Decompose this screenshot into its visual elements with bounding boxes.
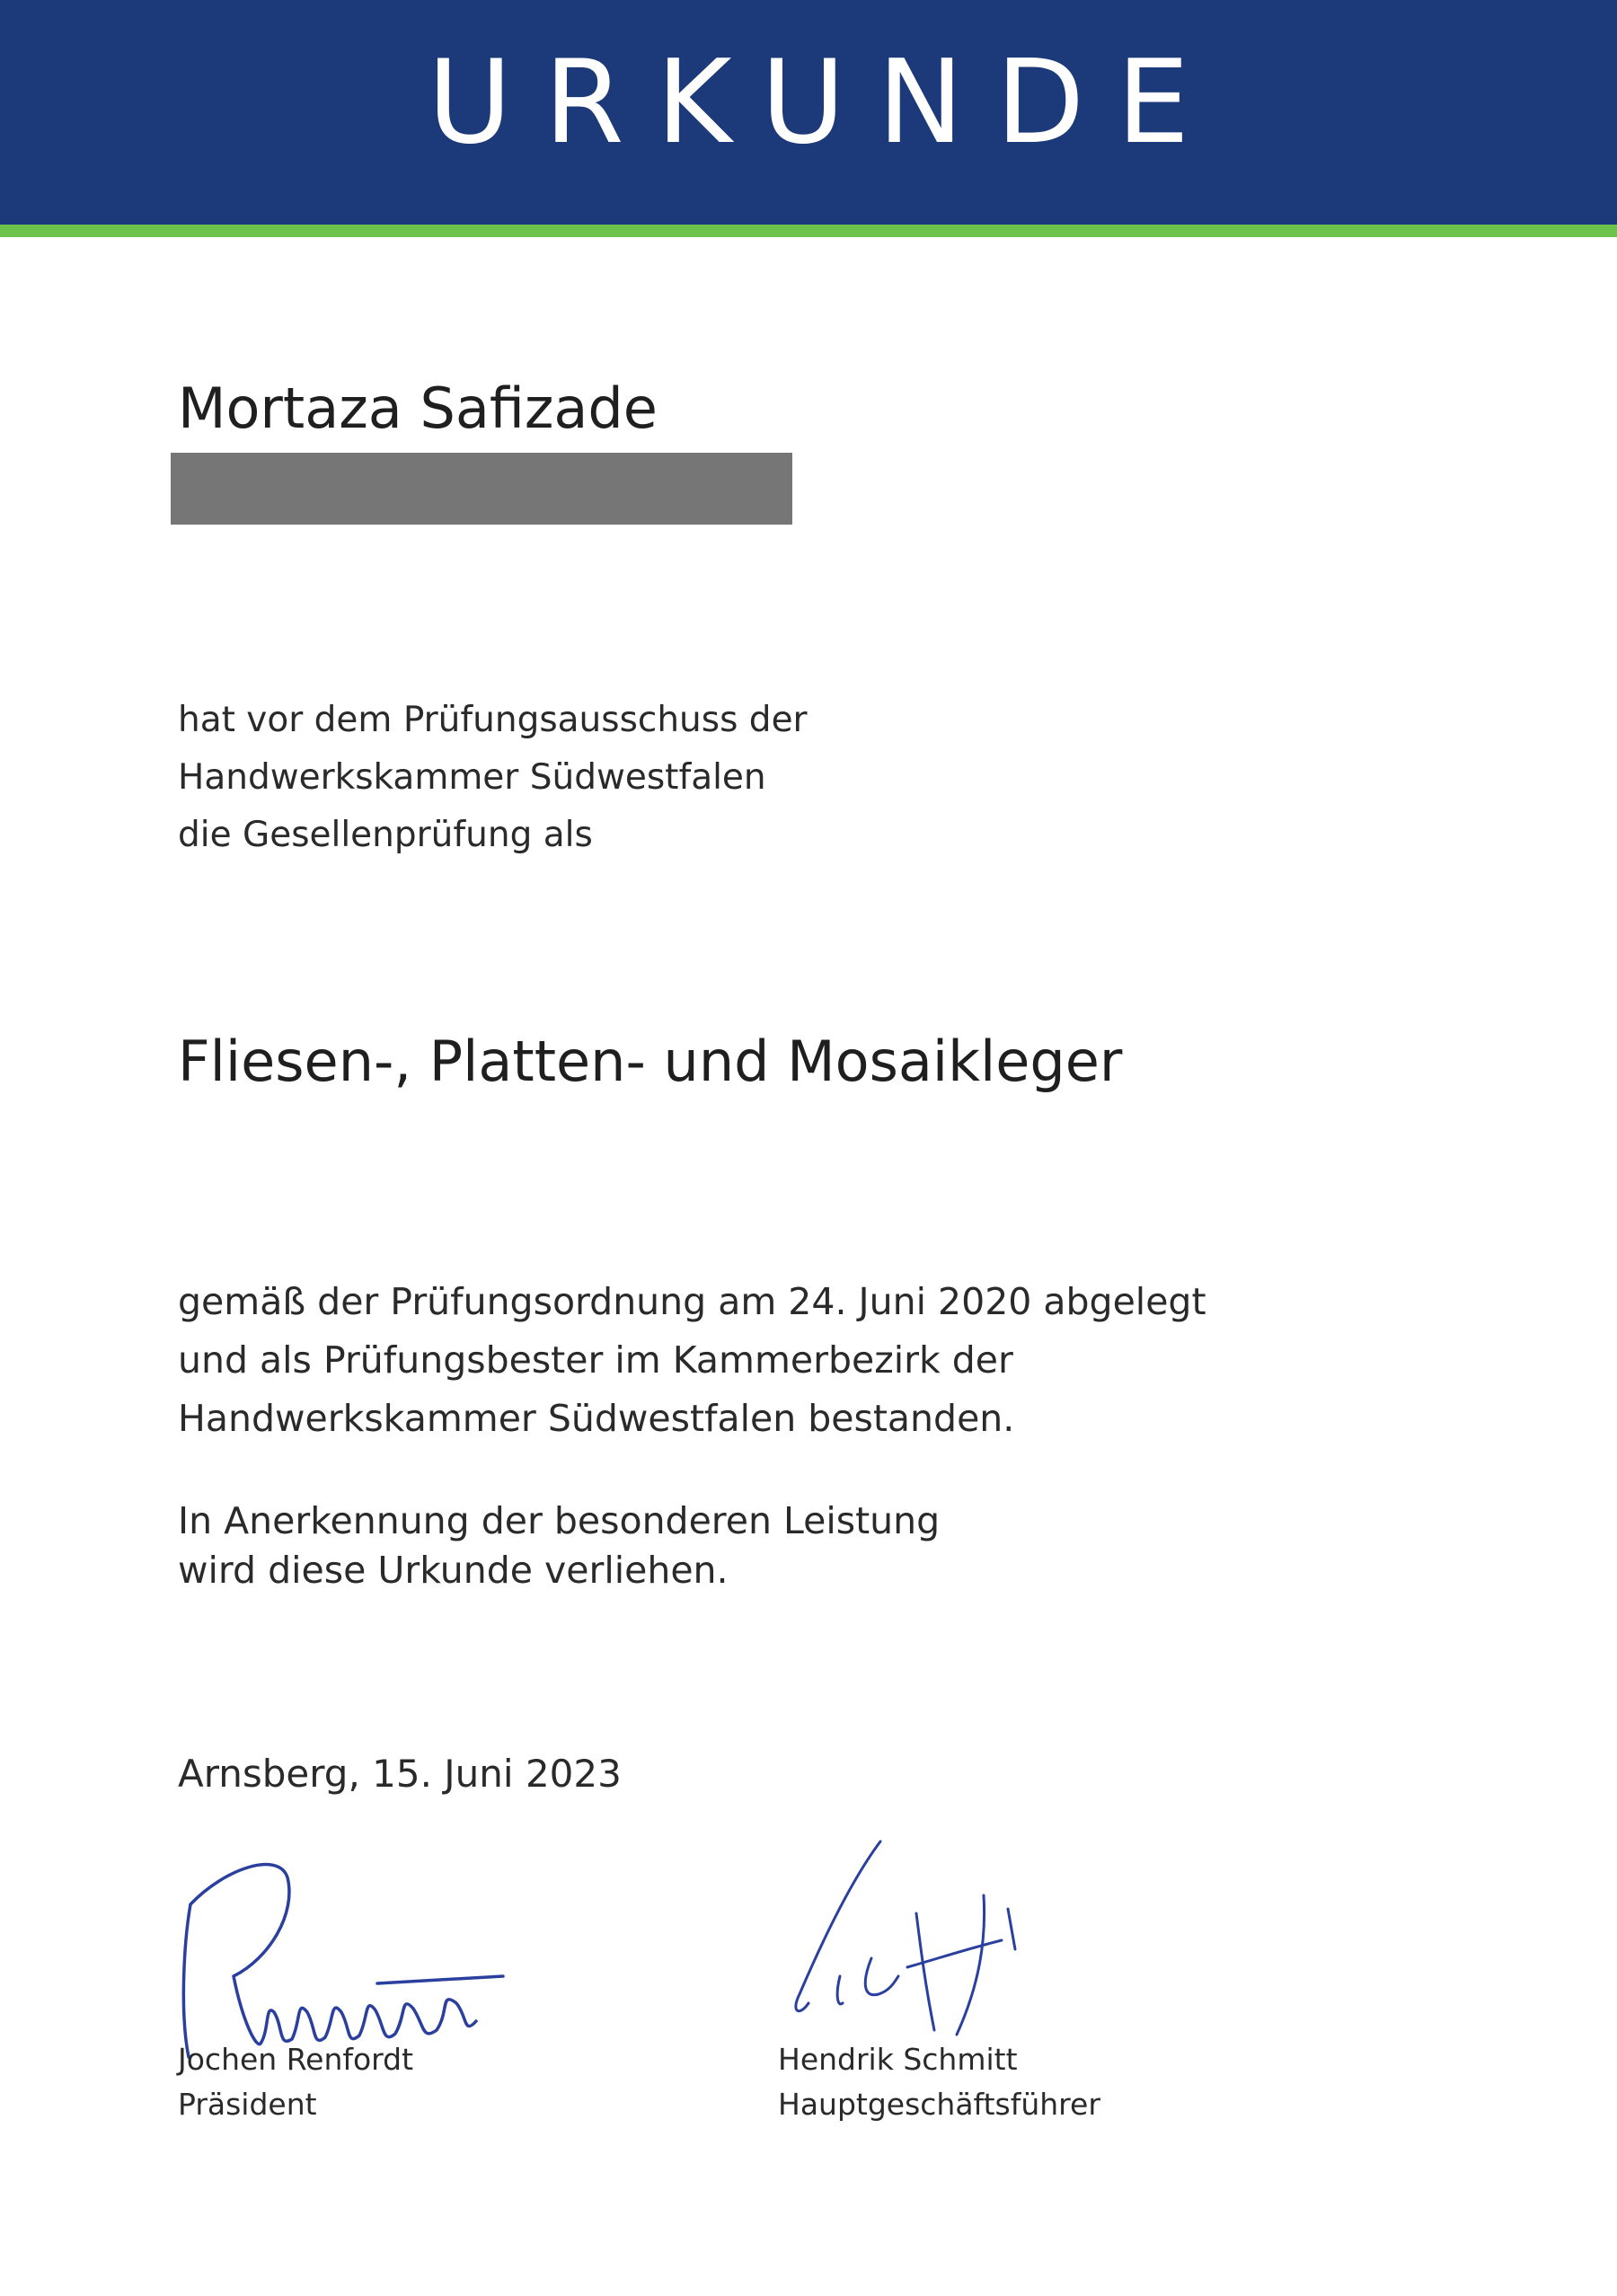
header-accent-stripe xyxy=(0,225,1617,237)
signatory-president xyxy=(178,2037,413,2127)
recipient-name: Mortaza Safizade xyxy=(178,375,658,441)
intro-line: Handwerkskammer Südwestfalen xyxy=(178,757,766,798)
profession-title: Fliesen-, Platten- und Mosaikleger xyxy=(178,1029,1123,1094)
recognition-line: wird diese Urkunde verliehen. xyxy=(178,1549,729,1592)
redacted-block xyxy=(171,453,792,525)
place-and-date: Arnsberg, 15. Juni 2023 xyxy=(178,1752,622,1796)
result-line: gemäß der Prüfungsordnung am 24. Juni 2020 abgelegt xyxy=(178,1280,1206,1323)
signature-president xyxy=(171,1832,521,2066)
intro-paragraph xyxy=(178,692,808,864)
intro-line: die Gesellenprüfung als xyxy=(178,815,593,855)
recognition-line: In Anerkennung der besonderen Leistung xyxy=(178,1499,941,1542)
result-paragraph xyxy=(178,1273,1206,1448)
certificate-title: URKUNDE xyxy=(428,36,1222,170)
signature-managing-director xyxy=(773,1824,1042,2057)
signatory-managing-director xyxy=(778,2037,1100,2127)
recognition-paragraph xyxy=(178,1497,940,1595)
intro-line: hat vor dem Prüfungsausschuss der xyxy=(178,700,808,740)
signatory-name: Hendrik Schmitt xyxy=(778,2042,1018,2077)
signatory-role: Präsident xyxy=(178,2087,317,2122)
header-banner xyxy=(0,0,1617,225)
result-line: und als Prüfungsbester im Kammerbezirk der xyxy=(178,1338,1013,1382)
signatory-name: Jochen Renfordt xyxy=(178,2042,414,2077)
signatory-role: Hauptgeschäftsführer xyxy=(778,2087,1100,2122)
result-line: Handwerkskammer Südwestfalen bestanden. xyxy=(178,1397,1015,1440)
